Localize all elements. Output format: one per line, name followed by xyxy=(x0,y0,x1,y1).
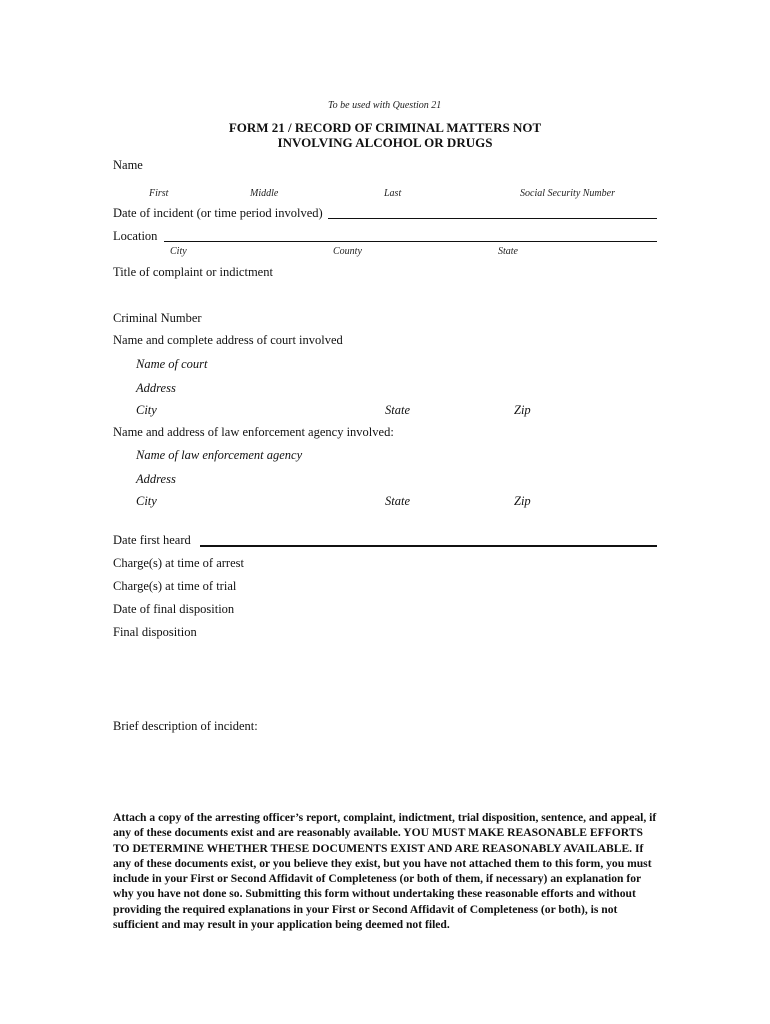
court-city-label: City xyxy=(136,403,157,417)
instructions-paragraph: Attach a copy of the arresting officer’s report, complaint, indictment, trial disposition, sentence, and appeal, if any of these documents exist and are reasonably available. YOU MUST MAKE REASONABLE EFFORTS TO DETERMINE WHETHER THESE DOCUMENTS EXIST AND ARE REASONABLY AVAILABLE. If any of these documents exist, or you believe they exist, but you have not attached them to this form, you must include in your First or Second Affidavit of Completeness (or both of them, if necessary) an explanation for why you have not done so. Submitting this form without undertaking these reasonable efforts and without providing the required explanations in your First or Second Affidavit of Completeness (or both), is not sufficient and may result in your application being deemed not filed. xyxy=(113,811,657,932)
agency-address-label: Address xyxy=(136,472,176,486)
last-name-caption: Last xyxy=(384,188,402,199)
date-of-incident-label: Date of incident (or time period involved) xyxy=(113,206,323,220)
court-name-label: Name of court xyxy=(136,357,208,371)
date-first-heard-label: Date first heard xyxy=(113,533,191,547)
agency-section-label: Name and address of law enforcement agency involved: xyxy=(113,425,394,439)
court-state-label: State xyxy=(385,403,410,417)
location-state-caption: State xyxy=(498,246,518,257)
date-of-incident-line[interactable] xyxy=(328,218,657,219)
charges-at-arrest-label: Charge(s) at time of arrest xyxy=(113,556,244,570)
middle-name-caption: Middle xyxy=(250,188,279,199)
agency-zip-label: Zip xyxy=(514,494,531,508)
agency-state-label: State xyxy=(385,494,410,508)
court-zip-label: Zip xyxy=(514,403,531,417)
first-name-caption: First xyxy=(149,188,169,199)
agency-city-label: City xyxy=(136,494,157,508)
court-section-label: Name and complete address of court involved xyxy=(113,333,343,347)
agency-name-label: Name of law enforcement agency xyxy=(136,448,303,462)
court-address-label: Address xyxy=(136,381,176,395)
date-of-final-disposition-label: Date of final disposition xyxy=(113,602,235,616)
location-county-caption: County xyxy=(333,246,362,257)
form-title-line-1: FORM 21 / RECORD OF CRIMINAL MATTERS NOT xyxy=(228,120,542,135)
usage-note: To be used with Question 21 xyxy=(328,100,442,111)
title-of-complaint-label: Title of complaint or indictment xyxy=(113,265,273,279)
location-city-caption: City xyxy=(170,246,187,257)
charges-at-trial-label: Charge(s) at time of trial xyxy=(113,579,237,593)
criminal-number-label: Criminal Number xyxy=(113,311,202,325)
name-label: Name xyxy=(113,158,143,172)
brief-description-label: Brief description of incident: xyxy=(113,719,258,733)
ssn-caption: Social Security Number xyxy=(520,188,615,199)
final-disposition-label: Final disposition xyxy=(113,625,197,639)
form-title-line-2: INVOLVING ALCOHOL OR DRUGS xyxy=(277,135,493,150)
location-line[interactable] xyxy=(164,241,657,242)
date-first-heard-line[interactable] xyxy=(200,545,657,547)
location-label: Location xyxy=(113,229,158,243)
